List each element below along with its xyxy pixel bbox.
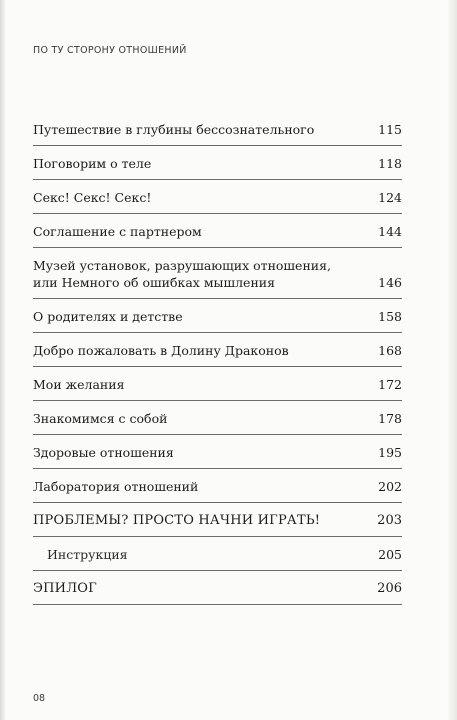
toc-entry bbox=[33, 342, 402, 359]
toc-entry-title: Соглашение с партнером bbox=[33, 224, 202, 239]
toc-entry bbox=[33, 308, 402, 325]
toc-entry-page: 203 bbox=[377, 513, 402, 528]
toc-divider bbox=[33, 332, 402, 333]
toc-entry-title: О родителях и детстве bbox=[33, 309, 183, 324]
toc-entry-page: 144 bbox=[378, 224, 402, 239]
toc-entry-title: Добро пожаловать в Долину Драконов bbox=[33, 343, 289, 358]
toc-entry-title: Секс! Секс! Секс! bbox=[33, 190, 152, 205]
toc-entry-page: 206 bbox=[377, 581, 402, 596]
toc-entry-title: Поговорим о теле bbox=[33, 156, 152, 171]
toc-entry-page: 118 bbox=[378, 156, 402, 171]
toc-divider bbox=[33, 145, 402, 146]
toc-divider bbox=[33, 247, 402, 248]
toc-entry-title: Путешествие в глубины бессознательного bbox=[33, 122, 315, 137]
toc-entry bbox=[33, 223, 402, 240]
running-head: ПО ТУ СТОРОНУ ОТНОШЕНИЙ bbox=[33, 45, 187, 56]
toc-entry bbox=[33, 410, 402, 427]
table-of-contents bbox=[33, 121, 402, 614]
toc-entry-title: Лаборатория отношений bbox=[33, 479, 199, 494]
toc-entry-page: 124 bbox=[378, 190, 402, 205]
toc-entry-page: 115 bbox=[378, 122, 402, 137]
toc-entry-title bbox=[33, 257, 378, 291]
toc-divider bbox=[33, 298, 402, 299]
toc-divider bbox=[33, 604, 402, 605]
toc-divider bbox=[33, 434, 402, 435]
toc-divider bbox=[33, 502, 402, 503]
toc-entry bbox=[33, 257, 402, 291]
toc-entry-page: 158 bbox=[378, 309, 402, 324]
toc-entry-title-line: Музей установок, разрушающих отношения, bbox=[33, 258, 331, 273]
toc-entry-page: 205 bbox=[378, 547, 402, 562]
toc-entry-title: ЭПИЛОГ bbox=[33, 581, 97, 596]
toc-divider bbox=[33, 366, 402, 367]
toc-entry-title-line: или Немного об ошибках мышления bbox=[33, 275, 275, 290]
toc-entry-page: 202 bbox=[378, 479, 402, 494]
toc-divider bbox=[33, 179, 402, 180]
page-shadow-right bbox=[447, 0, 457, 720]
toc-entry-section bbox=[33, 512, 402, 529]
toc-entry bbox=[33, 121, 402, 138]
page-shadow-left bbox=[0, 0, 6, 720]
toc-entry bbox=[33, 189, 402, 206]
toc-entry-page: 195 bbox=[378, 445, 402, 460]
toc-entry-page: 172 bbox=[378, 377, 402, 392]
toc-entry-title: Знакомимся с собой bbox=[33, 411, 168, 426]
toc-divider bbox=[33, 570, 402, 571]
toc-entry bbox=[33, 155, 402, 172]
toc-entry-subsection bbox=[33, 546, 402, 563]
toc-divider bbox=[33, 400, 402, 401]
toc-divider bbox=[33, 468, 402, 469]
toc-entry-title: Здоровые отношения bbox=[33, 445, 174, 460]
page-number: 08 bbox=[33, 693, 46, 704]
toc-entry-page: 146 bbox=[378, 275, 402, 290]
toc-entry bbox=[33, 478, 402, 495]
toc-entry bbox=[33, 376, 402, 393]
toc-entry-section bbox=[33, 580, 402, 597]
toc-entry bbox=[33, 444, 402, 461]
toc-entry-title: ПРОБЛЕМЫ? ПРОСТО НАЧНИ ИГРАТЬ! bbox=[33, 513, 321, 528]
toc-entry-title: Мои желания bbox=[33, 377, 125, 392]
toc-entry-page: 168 bbox=[378, 343, 402, 358]
toc-divider bbox=[33, 213, 402, 214]
toc-divider bbox=[33, 536, 402, 537]
toc-entry-page: 178 bbox=[378, 411, 402, 426]
toc-entry-title: Инструкция bbox=[47, 547, 128, 562]
